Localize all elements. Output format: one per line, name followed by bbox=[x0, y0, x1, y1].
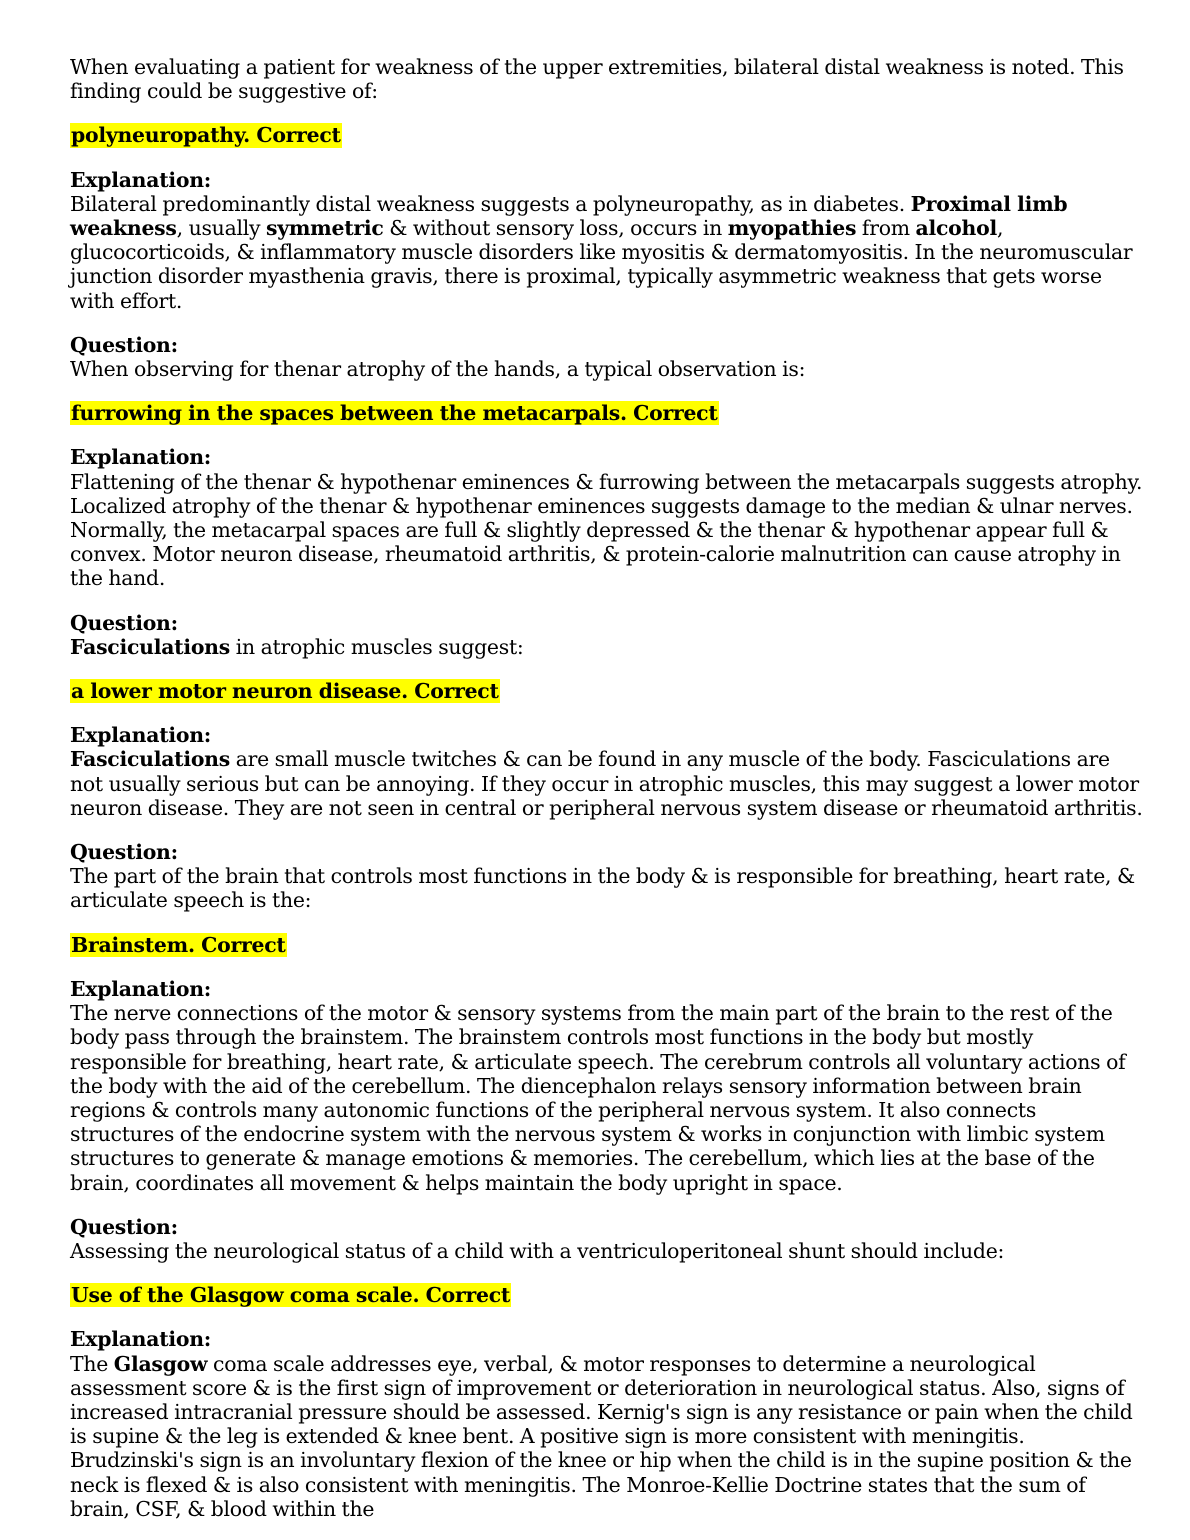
explanation-bold-term: symmetric bbox=[266, 216, 384, 241]
explanation-segment: coma scale addresses eye, verbal, & motor responses to determine a neurological assessment score & is the first sign of improvement or deterioration in neurological status. Also, signs of increased intracranial pressure should be assessed. Kernig's sign is any resistance or pain when the child is supine & the leg is extended & knee bent. A positive sign is more consistent with meningitis. Brudzinski's sign is an involuntary flexion of the knee or hip when the child is in the supine position & the neck is flexed & is also consistent with meningitis. The Monroe-Kellie Doctrine states that the sum of brain, CSF, & blood within the bbox=[70, 1351, 1133, 1521]
answer-line bbox=[70, 123, 1145, 147]
question-heading: Question: bbox=[70, 840, 178, 865]
explanation-bold-term: Proximal limb weakness bbox=[70, 191, 1068, 241]
question-text-segment: in atrophic muscles suggest: bbox=[229, 634, 524, 659]
explanation-heading: Explanation: bbox=[70, 445, 212, 470]
explanation-segment: The nerve connections of the motor & sensory systems from the main part of the brain to the rest of the body pass through the brainstem. The brainstem controls most functions in the body but mostly responsible for breathing, heart rate, & articulate speech. The cerebrum controls all voluntary actions of the body with the aid of the cerebellum. The diencephalon relays sensory information between brain regions & controls many autonomic functions of the peripheral nervous system. It also connects structures of the endocrine system with the nervous system & works in conjunction with limbic system structures to generate & manage emotions & memories. The cerebellum, which lies at the base of the brain, coordinates all movement & helps maintain the body upright in space. bbox=[70, 1001, 1126, 1195]
explanation-text bbox=[70, 192, 1145, 313]
explanation-bold-term: myopathies bbox=[727, 216, 857, 241]
explanation-label bbox=[70, 168, 1145, 192]
question-text bbox=[70, 55, 1145, 103]
correct-answer-highlight: Brainstem. Correct bbox=[71, 932, 286, 957]
explanation-heading: Explanation: bbox=[70, 167, 212, 192]
correct-answer-highlight: furrowing in the spaces between the metacarpals. Correct bbox=[71, 401, 718, 426]
question-text bbox=[70, 635, 1145, 659]
correct-answer-highlight: Use of the Glasgow coma scale. Correct bbox=[71, 1283, 511, 1308]
explanation-bold-term: Glasgow bbox=[113, 1351, 208, 1376]
explanation-heading: Explanation: bbox=[70, 723, 212, 748]
explanation-segment: Bilateral predominantly distal weakness suggests a polyneuropathy, as in diabetes. bbox=[70, 191, 911, 216]
question-heading: Question: bbox=[70, 610, 178, 635]
answer-line bbox=[70, 679, 1145, 703]
explanation-segment: Flattening of the thenar & hypothenar eminences & furrowing between the metacarpals suggests atrophy. Localized atrophy of the thenar & hypothenar eminences suggests damage to the median & ulnar nerves. Normally, the metacarpal spaces are full & slightly depressed & the thenar & hypothenar appear full & convex. Motor neuron disease, rheumatoid arthritis, & protein-calorie malnutrition can cause atrophy in the hand. bbox=[70, 469, 1143, 591]
question-text-segment: The part of the brain that controls most functions in the body & is responsible for breathing, heart rate, & articulate speech is the: bbox=[70, 864, 1135, 913]
question-text bbox=[70, 357, 1145, 381]
explanation-label bbox=[70, 977, 1145, 1001]
question-heading: Question: bbox=[70, 332, 178, 357]
explanation-segment: , glucocorticoids, & inflammatory muscle disorders like myositis & dermatomyositis. In the neuromuscular junction disorder myasthenia gravis, there is proximal, typically asymmetric weakness that gets worse with effort. bbox=[70, 216, 1133, 313]
explanation-text bbox=[70, 747, 1145, 820]
explanation-text bbox=[70, 1352, 1145, 1521]
correct-answer-highlight: polyneuropathy. Correct bbox=[71, 123, 341, 148]
explanation-text bbox=[70, 470, 1145, 591]
question-label bbox=[70, 840, 1145, 864]
answer-line bbox=[70, 1283, 1145, 1307]
explanation-heading: Explanation: bbox=[70, 1327, 212, 1352]
question-text bbox=[70, 864, 1145, 912]
question-text bbox=[70, 1239, 1145, 1263]
explanation-text bbox=[70, 1001, 1145, 1195]
question-text-segment: When observing for thenar atrophy of the hands, a typical observation is: bbox=[70, 357, 806, 382]
answer-line bbox=[70, 933, 1145, 957]
explanation-segment: are small muscle twitches & can be found in any muscle of the body. Fasciculations are not usually serious but can be annoying. If they occur in atrophic muscles, this may suggest a lower motor neuron disease. They are not seen in central or peripheral nervous system disease or rheumatoid arthritis. bbox=[70, 747, 1143, 820]
explanation-segment: The bbox=[70, 1351, 114, 1376]
question-label bbox=[70, 1215, 1145, 1239]
document-page bbox=[70, 55, 1145, 1521]
question-label bbox=[70, 611, 1145, 635]
answer-line bbox=[70, 401, 1145, 425]
question-text-segment: Assessing the neurological status of a child with a ventriculoperitoneal shunt should include: bbox=[70, 1238, 1005, 1263]
correct-answer-highlight: a lower motor neuron disease. Correct bbox=[71, 679, 499, 704]
explanation-segment: & without sensory loss, occurs in bbox=[383, 216, 728, 241]
question-text-segment: When evaluating a patient for weakness of the upper extremities, bilateral distal weakness is noted. This finding could be suggestive of: bbox=[70, 55, 1124, 104]
explanation-label bbox=[70, 1327, 1145, 1351]
explanation-bold-term: alcohol bbox=[915, 216, 997, 241]
explanation-label bbox=[70, 445, 1145, 469]
explanation-label bbox=[70, 723, 1145, 747]
question-heading: Question: bbox=[70, 1214, 178, 1239]
question-bold-term: Fasciculations bbox=[70, 634, 230, 659]
question-label bbox=[70, 333, 1145, 357]
explanation-heading: Explanation: bbox=[70, 976, 212, 1001]
explanation-segment: , usually bbox=[176, 216, 267, 241]
explanation-segment: from bbox=[856, 216, 916, 241]
explanation-bold-term: Fasciculations bbox=[70, 747, 230, 772]
